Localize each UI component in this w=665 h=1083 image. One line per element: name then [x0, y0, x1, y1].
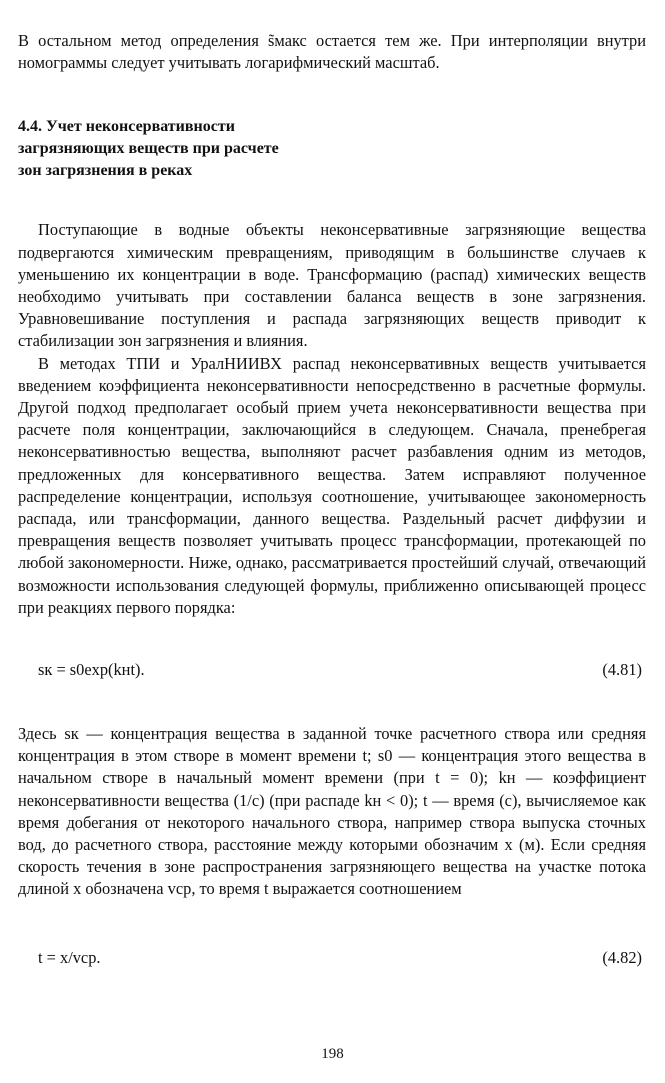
section-heading [18, 116, 646, 182]
explanation-paragraph: Здесь sк — концентрация вещества в заданной точке расчетного створа или средняя концентрация в этом створе в момент времени t; s0 — концентрация этого вещества в начальном створе в начальный момент времени (при t = 0); kн — коэффициент неконсервативности вещества (1/с) (при распаде kн < 0); t — время (с), вычисляемое как время добегания от некоторого начального створа, например створа выпуска сточных вод, до расчетного створа, расстояние между которыми обозначим x (м). Если средняя скорость течения в зоне распространения загрязняющего вещества на участке потока длиной x обозначена vср, то время t выражается соотношением [18, 724, 646, 899]
page-body [18, 30, 646, 969]
section-heading-line-2: загрязняющих веществ при расчете [18, 140, 279, 158]
intro-paragraph: В остальном метод определения s̃макс остается тем же. При интерполяции внутри номограммы следует учитывать логарифмический масштаб. [18, 31, 646, 73]
formula-4-82 [18, 947, 646, 969]
section-heading-line-1: 4.4. Учет неконсервативности [18, 118, 235, 136]
formula-4-82-expression: t = x/vср. [38, 947, 101, 967]
formula-4-82-number: (4.82) [602, 947, 642, 967]
page-number: 198 [321, 1046, 344, 1062]
section-heading-line-3: зон загрязнения в реках [18, 162, 193, 180]
paragraph-2: В методах ТПИ и УралНИИВХ распад неконсервативных веществ учитывается введением коэффициента неконсервативности непосредственно в расчетные формулы. Другой подход предполагает особый прием учета неконсервативности вещества при расчете поля концентрации, заключающийся в следующем. Сначала, пренебрегая неконсервативностью вещества, выполняют расчет разбавления одним из методов, предложенных для консервативного вещества. Затем исправляют полученное распределение концентрации, используя соотношение, учитывающее закономерность распада, или трансформации, данного вещества. Раздельный расчет диффузии и превращения веществ позволяет учитывать процесс трансформации, протекающей по любой закономерности. Ниже, однако, рассматривается простейший случай, отвечающий возможности использования следующей формулы, приближенно описывающей процесс при реакциях первого порядка: [18, 353, 646, 617]
formula-4-81-number: (4.81) [602, 660, 642, 680]
paragraph-1: Поступающие в водные объекты неконсервативные загрязняющие вещества подвергаются химическим превращениям, приводящим в большинстве случаев к уменьшению их концентрации в воде. Трансформацию (распад) химических веществ необходимо учитывать при составлении баланса веществ в зоне загрязнения. Уравновешивание поступления и распада загрязняющих веществ приводит к стабилизации зон загрязнения и влияния. [18, 220, 646, 351]
formula-4-81 [18, 659, 646, 681]
formula-4-81-expression: sк = s0exp(kнt). [38, 660, 145, 680]
